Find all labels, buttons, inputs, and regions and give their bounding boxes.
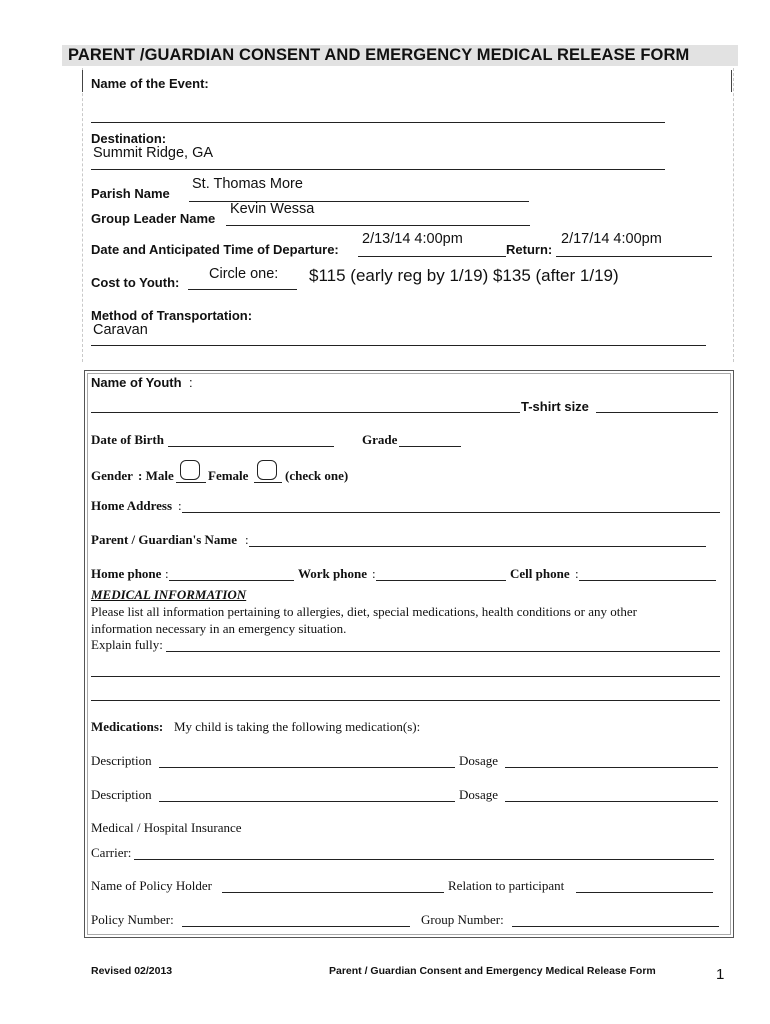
group-leader-label: Group Leader Name <box>91 211 216 226</box>
description-field-1[interactable] <box>159 767 455 768</box>
cost-label: Cost to Youth: <box>91 275 180 290</box>
carrier-field[interactable] <box>134 859 714 860</box>
policy-number-field[interactable] <box>182 926 410 927</box>
home-phone-label: Home phone <box>91 566 162 581</box>
footer-form-name: Parent / Guardian Consent and Emergency Medical Release Form <box>329 965 656 977</box>
destination-value: Summit Ridge, GA <box>93 145 214 161</box>
carrier-label: Carrier: <box>91 845 132 860</box>
insurance-label: Medical / Hospital Insurance <box>91 820 242 835</box>
destination-label: Destination: <box>91 131 167 146</box>
female-check-underline <box>254 482 282 483</box>
description-field-2[interactable] <box>159 801 455 802</box>
medications-label: Medications: <box>91 719 164 734</box>
check-one-note: (check one) <box>285 468 349 483</box>
event-section-marker-right <box>731 70 732 92</box>
revised-date: Revised 02/2013 <box>91 965 173 977</box>
relation-label: Relation to participant <box>448 878 565 893</box>
relation-field[interactable] <box>576 892 713 893</box>
gender-label: Gender <box>91 468 133 483</box>
form-title: PARENT /GUARDIAN CONSENT AND EMERGENCY MEDICAL RELEASE FORM <box>68 46 690 64</box>
home-address-label: Home Address <box>91 498 173 513</box>
parish-label: Parish Name <box>91 186 170 201</box>
tshirt-label: T-shirt size <box>521 399 589 414</box>
work-phone-colon: : <box>372 566 376 581</box>
return-field[interactable] <box>556 256 712 257</box>
event-name-field[interactable] <box>91 122 665 123</box>
cost-value: $115 (early reg by 1/19) $135 (after 1/19) <box>309 266 619 285</box>
destination-field[interactable] <box>91 169 665 170</box>
youth-name-label: Name of Youth <box>91 375 182 390</box>
youth-name-colon: : <box>189 375 193 390</box>
dosage-field-2[interactable] <box>505 801 718 802</box>
description-label-1: Description <box>91 753 152 768</box>
male-check-underline <box>176 482 206 483</box>
youth-section-inner-border <box>87 373 731 935</box>
departure-label: Date and Anticipated Time of Departure: <box>91 242 339 257</box>
parent-name-colon: : <box>245 532 249 547</box>
cost-field[interactable] <box>188 289 297 290</box>
group-number-label: Group Number: <box>421 912 504 927</box>
explain-fully-field-1[interactable] <box>166 651 720 652</box>
policy-number-label: Policy Number: <box>91 912 174 927</box>
home-address-field[interactable] <box>182 512 720 513</box>
cell-phone-colon: : <box>575 566 579 581</box>
transport-field[interactable] <box>91 345 706 346</box>
departure-field[interactable] <box>358 256 506 257</box>
dosage-field-1[interactable] <box>505 767 718 768</box>
event-section-marker-left <box>82 70 83 92</box>
work-phone-label: Work phone <box>298 566 367 581</box>
return-label: Return: <box>506 242 553 257</box>
dosage-label-1: Dosage <box>459 753 498 768</box>
event-name-label: Name of the Event: <box>91 76 209 91</box>
home-phone-field[interactable] <box>169 580 294 581</box>
medications-text: My child is taking the following medication(s): <box>174 719 421 734</box>
medical-info-heading: MEDICAL INFORMATION <box>91 587 247 602</box>
grade-label: Grade <box>362 432 398 447</box>
group-number-field[interactable] <box>512 926 719 927</box>
explain-fully-field-3[interactable] <box>91 700 720 701</box>
group-leader-value: Kevin Wessa <box>230 201 315 217</box>
dosage-label-2: Dosage <box>459 787 498 802</box>
transport-value: Caravan <box>93 322 148 338</box>
female-label: Female <box>208 468 249 483</box>
tshirt-field[interactable] <box>596 412 718 413</box>
explain-fully-label: Explain fully: <box>91 637 163 652</box>
gender-male-label: : Male <box>138 468 174 483</box>
grade-field[interactable] <box>399 446 461 447</box>
return-value: 2/17/14 4:00pm <box>561 231 662 247</box>
parish-value: St. Thomas More <box>192 176 303 192</box>
cost-hint: Circle one: <box>209 266 279 282</box>
female-checkbox[interactable] <box>257 460 277 480</box>
dob-label: Date of Birth <box>91 432 164 447</box>
home-address-colon: : <box>178 498 182 513</box>
policy-holder-field[interactable] <box>222 892 444 893</box>
transport-label: Method of Transportation: <box>91 308 253 323</box>
description-label-2: Description <box>91 787 152 802</box>
parent-name-label: Parent / Guardian's Name <box>91 532 238 547</box>
male-checkbox[interactable] <box>180 460 200 480</box>
home-phone-colon: : <box>165 566 169 581</box>
cell-phone-field[interactable] <box>579 580 716 581</box>
dob-field[interactable] <box>168 446 334 447</box>
group-leader-field[interactable] <box>226 225 530 226</box>
departure-value: 2/13/14 4:00pm <box>362 231 463 247</box>
medical-instructions-line-2: information necessary in an emergency situation. <box>91 621 347 636</box>
work-phone-field[interactable] <box>376 580 506 581</box>
explain-fully-field-2[interactable] <box>91 676 720 677</box>
medical-instructions-line-1: Please list all information pertaining to allergies, diet, special medications, health conditions or any other <box>91 604 637 619</box>
youth-name-field[interactable] <box>91 412 520 413</box>
page-number: 1 <box>716 966 725 983</box>
cell-phone-label: Cell phone <box>510 566 570 581</box>
policy-holder-label: Name of Policy Holder <box>91 878 212 893</box>
parent-name-field[interactable] <box>249 546 706 547</box>
